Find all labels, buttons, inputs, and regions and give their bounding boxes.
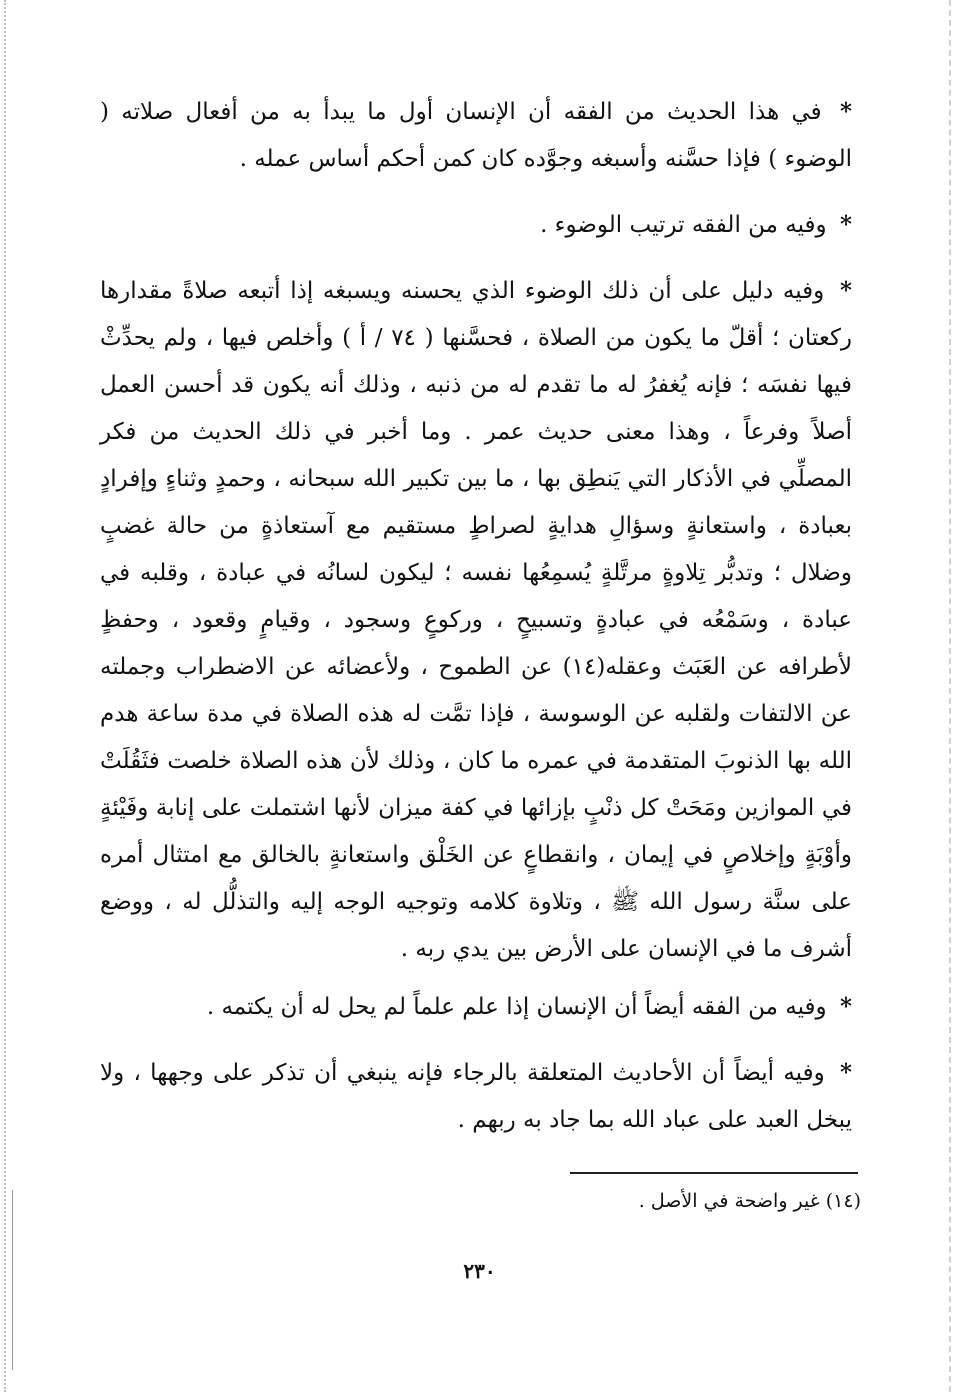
paragraph-4	[100, 983, 852, 1031]
footnote: (١٤) غير واضحة في الأصل .	[638, 1190, 861, 1212]
page-number: ٢٣٠	[463, 1259, 496, 1283]
bullet-marker: *	[839, 211, 852, 238]
paragraph-4-text: وفيه من الفقه أيضاً أن الإنسان إذا علم علماً لم يحل له أن يكتمه .	[206, 994, 827, 1020]
bullet-marker: *	[839, 277, 853, 304]
paragraph-5	[100, 1049, 852, 1144]
bullet-marker: *	[839, 1059, 853, 1086]
paragraph-3	[100, 267, 852, 973]
paragraph-1	[100, 88, 852, 183]
paragraph-2	[100, 201, 852, 249]
bullet-marker: *	[839, 98, 853, 125]
paragraph-5-text: وفيه أيضاً أن الأحاديث المتعلقة بالرجاء فإنه ينبغي أن تذكر على وجهها ، ولا يبخل العبد على عباد الله بما جاد به ربهم .	[100, 1060, 852, 1133]
paragraph-3-text: وفيه دليل على أن ذلك الوضوء الذي يحسنه ويسبغه إذا أتبعه صلاةً مقدارها ركعتان ؛ أقلّ ما يكون من الصلاة ، فحسَّنها ( ٧٤ / أ ) وأخلص فيها ، ولم يحدِّثْ فيها نفسَه ؛ فإنه يُغفرُ له ما تقدم له من ذنبه ، وذلك أنه يكون قد أحسن العمل أصلاً وفرعاً ، وهذا معنى حديث عمر . وما أخبر في ذلك الحديث من فكر المصلِّي في الأذكار التي يَنطِق بها ، ما بين تكبير الله سبحانه ، وحمدٍ وثناءٍ وإفرادٍ بعبادة ، واستعانةٍ وسؤالِ هدايةٍ لصراطٍ مستقيم مع آستعاذةٍ من حالة غضبٍ وضلال ؛ وتدبُّر تِلاوةٍ مرتَّلةٍ يُسمِعُها نفسه ؛ ليكون لسانُه في عبادة ، وقلبه في عبادة ، وسَمْعُه في عبادةٍ وتسبيحٍ ، وركوعٍ وسجود ، وقيامٍ وقعود ، وحفظٍ لأطرافه عن العَبَث وعقله(١٤) عن الطموح ، ولأعضائه عن الاضطراب وجملته عن الالتفات ولقلبه عن الوسوسة ، فإذا تمَّت له هذه الصلاة في مدة ساعة هدم الله بها الذنوبَ المتقدمة في عمره ما كان ، وذلك لأن هذه الصلاة خلصت فثَقُلَتْ في الموازين ومَحَتْ كل ذنْبٍ بإزائها في كفة ميزان لأنها اشتملت على إنابة وفَيْئةٍ وأوْبَةٍ وإخلاصٍ في إيمان ، وانقطاعٍ عن الخَلْق واستعانةٍ بالخالق مع امتثال أمره على سنَّة رسول الله ﷺ ، وتلاوة كلامه وتوجيه الوجه إليه والتذلُّل له ، ووضع أشرف ما في الإنسان على الأرض بين يدي ربه .	[100, 278, 853, 962]
scan-edge-left	[4, 0, 6, 1392]
scan-edge-right	[949, 0, 951, 1392]
footnote-separator	[570, 1172, 858, 1174]
bullet-marker: *	[839, 993, 852, 1020]
paragraph-1-text: في هذا الحديث من الفقه أن الإنسان أول ما يبدأ به من أفعال صلاته ( الوضوء ) فإذا حسَّنه وأسبغه وجوَّده كان كمن أحكم أساس عمله .	[100, 99, 852, 172]
body-text	[100, 88, 852, 1162]
paragraph-2-text: وفيه من الفقه ترتيب الوضوء .	[540, 212, 827, 238]
